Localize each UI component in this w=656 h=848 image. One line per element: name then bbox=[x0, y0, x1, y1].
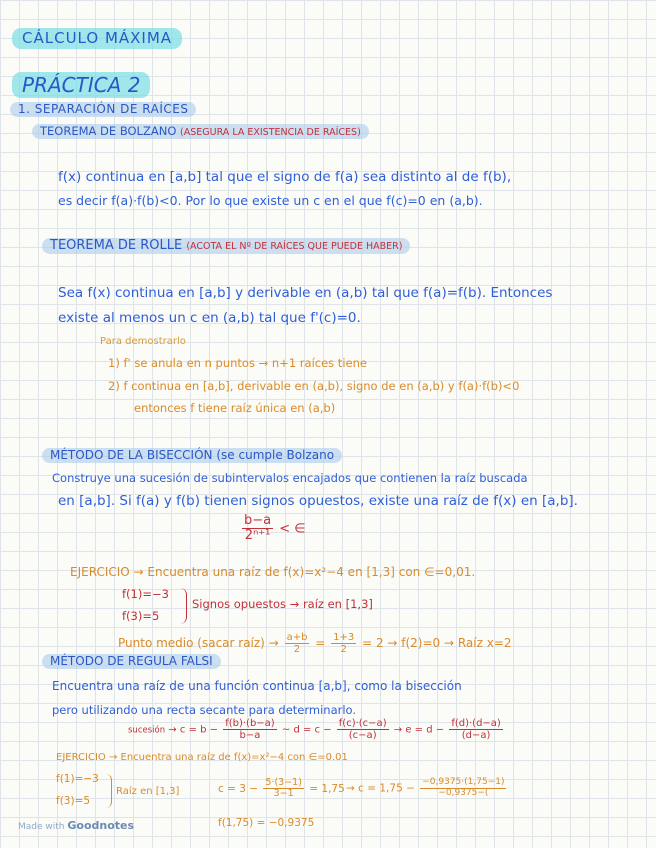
pm-num-2: 1+3 bbox=[333, 632, 355, 643]
biseccion-ejercicio: EJERCICIO → Encuentra una raíz de f(x)=x²−4 en [1,3] con ∈=0,01. bbox=[70, 565, 476, 579]
rolle-note: (ACOTA EL Nº DE RAÍCES QUE PUEDE HABER) bbox=[186, 241, 403, 252]
c-eq: → c = b − bbox=[168, 724, 218, 736]
biseccion-note: (se cumple Bolzano bbox=[216, 448, 335, 462]
bolzano-line-2: es decir f(a)·f(b)<0. Por lo que existe un c en el que f(c)=0 en (a,b). bbox=[58, 193, 483, 208]
regula-raiz: Raíz en [1,3] bbox=[116, 786, 180, 797]
pm-den-2: 2 bbox=[340, 644, 347, 655]
regula-c1 bbox=[218, 778, 345, 800]
biseccion-formula bbox=[240, 514, 306, 544]
biseccion-line-2: en [a,b]. Si f(a) y f(b) tienen signos opuestos, existe una raíz de f(x) en [a,b]. bbox=[58, 493, 578, 509]
biseccion-frac-num: b−a bbox=[244, 513, 272, 528]
c2-pre: → c = 1,75 − bbox=[346, 782, 415, 795]
bolzano-line-1: f(x) continua en [a,b] tal que el signo de f(a) sea distinto al de f(b), bbox=[58, 169, 512, 185]
sucesion-label: sucesión bbox=[128, 725, 166, 736]
c-frac bbox=[223, 718, 277, 741]
c2-num: −0,9375·(1,75−1) bbox=[422, 777, 505, 787]
regula-heading: MÉTODO DE REGULA FALSI bbox=[42, 654, 221, 669]
pm-result: = 2 → f(2)=0 → Raíz x=2 bbox=[362, 636, 512, 650]
regula-line-1: Encuentra una raíz de una función continua [a,b], como la bisección bbox=[52, 679, 462, 693]
biseccion-frac-den: 2ⁿ⁺¹ bbox=[244, 528, 271, 544]
regula-f175: f(1,75) = −0,9375 bbox=[218, 817, 315, 829]
d-den: (c−a) bbox=[348, 730, 377, 741]
regula-f1: f(1)=−3 bbox=[56, 773, 99, 785]
e-num: f(d)·(d−a) bbox=[451, 718, 501, 729]
rolle-title: TEOREMA DE ROLLE bbox=[50, 238, 183, 253]
watermark-brand: Goodnotes bbox=[67, 819, 135, 832]
practice-heading: PRÁCTICA 2 bbox=[12, 72, 150, 98]
c2-den: −0,9375−( bbox=[438, 787, 489, 798]
e-eq: → e = d − bbox=[393, 724, 445, 736]
rolle-line-1: Sea f(x) continua en [a,b] y derivable en (a,b) tal que f(a)=f(b). Entonces bbox=[58, 285, 553, 301]
c-num: f(b)·(b−a) bbox=[225, 718, 275, 729]
e-frac bbox=[449, 718, 503, 741]
d-num: f(c)·(c−a) bbox=[338, 718, 387, 729]
rolle-heading bbox=[42, 238, 410, 254]
biseccion-f3: f(3)=5 bbox=[122, 609, 160, 623]
pm-den-1: 2 bbox=[293, 644, 301, 655]
bolzano-heading bbox=[32, 124, 369, 139]
pm-frac-1 bbox=[285, 632, 310, 655]
c1-den: 3−1 bbox=[273, 788, 294, 800]
c-den: b−a bbox=[239, 730, 261, 741]
d-eq: ~ d = c − bbox=[281, 724, 332, 736]
regula-c2 bbox=[346, 778, 508, 799]
c1-frac bbox=[263, 778, 304, 800]
goodnotes-watermark bbox=[18, 820, 134, 833]
e-den: (d−a) bbox=[461, 730, 491, 741]
regula-f3: f(3)=5 bbox=[56, 795, 91, 807]
pm-frac-2 bbox=[331, 632, 356, 655]
c1-num: 5·(3−1) bbox=[265, 777, 302, 788]
regula-ejercicio: EJERCICIO → Encuentra una raíz de f(x)=x²−4 con ∈=0.01 bbox=[56, 752, 348, 763]
rolle-item-2: 2) f continua en [a,b], derivable en (a,b), signo de en (a,b) y f(a)·f(b)<0 bbox=[108, 379, 520, 393]
pm-eq: = bbox=[315, 636, 326, 650]
rolle-para: Para demostrarlo bbox=[100, 336, 186, 347]
biseccion-title: MÉTODO DE LA BISECCIÓN bbox=[50, 448, 213, 462]
page-title: CÁLCULO MÁXIMA bbox=[12, 28, 182, 49]
biseccion-fraction bbox=[242, 514, 273, 544]
c1-pre: c = 3 − bbox=[218, 782, 259, 795]
bolzano-title: TEOREMA DE BOLZANO bbox=[40, 124, 177, 138]
rolle-item-1: 1) f' se anula en n puntos → n+1 raíces tiene bbox=[108, 356, 367, 370]
biseccion-brace bbox=[180, 588, 187, 624]
regula-line-2: pero utilizando una recta secante para determinarlo. bbox=[52, 703, 357, 717]
pm-num-1: a+b bbox=[286, 632, 308, 643]
bolzano-note: (ASEGURA LA EXISTENCIA DE RAÍCES) bbox=[180, 127, 361, 138]
biseccion-punto-medio bbox=[118, 632, 512, 655]
rolle-line-2: existe al menos un c en (a,b) tal que f'(c)=0. bbox=[58, 310, 361, 326]
regula-sucesion-row bbox=[128, 718, 505, 741]
watermark-made: Made with bbox=[18, 822, 65, 832]
biseccion-lt: < ∈ bbox=[279, 521, 306, 537]
regula-brace bbox=[106, 774, 112, 808]
d-frac bbox=[337, 718, 389, 741]
section-heading: 1. SEPARACIÓN DE RAÍCES bbox=[10, 102, 196, 117]
c1-res: = 1,75 bbox=[309, 782, 345, 795]
punto-label: Punto medio (sacar raíz) → bbox=[118, 636, 279, 650]
biseccion-f1: f(1)=−3 bbox=[122, 587, 169, 601]
biseccion-heading bbox=[42, 448, 342, 463]
biseccion-signos: Signos opuestos → raíz en [1,3] bbox=[192, 597, 373, 611]
biseccion-line-1: Construye una sucesión de subintervalos encajados que contienen la raíz buscada bbox=[52, 471, 528, 485]
c2-frac bbox=[420, 778, 506, 799]
rolle-item-2b: entonces f tiene raíz única en (a,b) bbox=[134, 401, 336, 415]
